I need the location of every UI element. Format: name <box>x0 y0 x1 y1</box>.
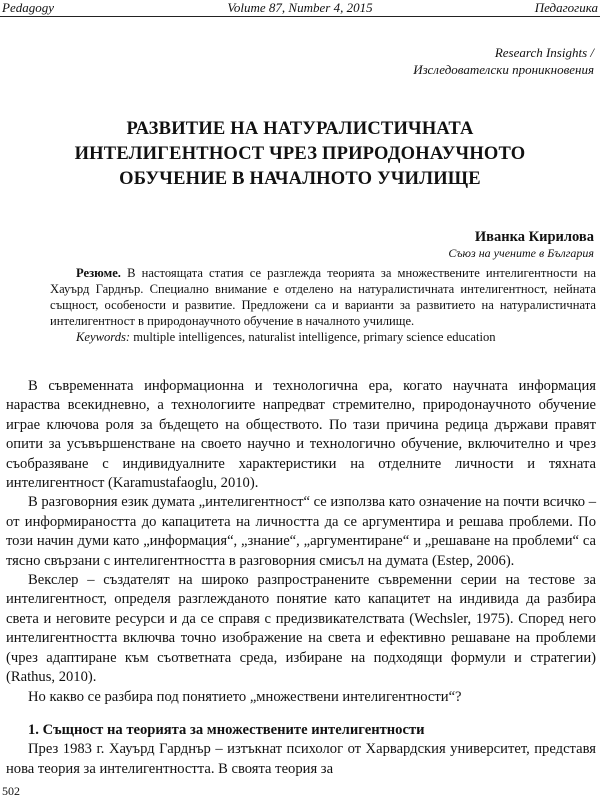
section-label-en: Research Insights / <box>494 45 594 60</box>
abstract <box>50 265 596 345</box>
body-paragraph-1: В съвременната информационна и технологична ера, когато научната информация нараства всекидневно, а технологиите напредват стремително, природонаучното обучение играе ключова роля за бъдещето на обществото. По тази причина редица държави правят опити за усъвършенстване на своето научно и технологично обучение, включително и чрез съобразяване с индивидуалните характеристики на отделните личности и тяхната интелигентност (Karamustafaoglu, 2010). <box>6 378 596 492</box>
body-paragraph-4: Но какво се разбира под понятието „множествени интелигентности“? <box>28 688 462 705</box>
volume-info: Volume 87, Number 4, 2015 <box>227 0 373 15</box>
section-label <box>174 44 594 78</box>
abstract-text: В настоящата статия се разглежда теорията за множествените интелигентности на Хауърд Гарднър. Специално внимание е отделено на натуралистичната интелигентност, нейната същност, особености и развитие. Предложени са и варианти за развитието на натуралистичната интелигентност в природонаучното обучение в началното училище. <box>50 266 596 328</box>
abstract-paragraph <box>50 265 596 329</box>
abstract-label: Резюме. <box>76 266 121 280</box>
section-label-bg: Изследователски проникновения <box>413 62 594 77</box>
running-header <box>0 0 600 17</box>
keywords-label: Keywords: <box>76 330 131 344</box>
author-name: Иванка Кирилова <box>474 229 594 245</box>
section-heading-1: 1. Същност на теорията за множествените интелигентности <box>28 721 425 738</box>
article-title: РАЗВИТИЕ НА НАТУРАЛИСТИЧНАТА ИНТЕЛИГЕНТНОСТ ЧРЕЗ ПРИРОДОНАУЧНОТО ОБУЧЕНИЕ В НАЧАЛНОТО УЧИЛИЩЕ <box>74 119 526 189</box>
journal-name-bg: Педагогика <box>534 0 598 15</box>
body-paragraph-2: В разговорния език думата „интелигентност“ се използва като означение на почти всичко – от информираността до капацитета на личността да се аргументира и решава проблеми. По този начин думи като „информация“, „знание“, „аргументиране“ и „решаване на проблеми“ са тясно свързани с интелигентността в разговорния смисъл на думата (Estep, 2006). <box>6 494 597 569</box>
keywords-text: multiple intelligences, naturalist intelligence, primary science education <box>133 330 496 344</box>
body-paragraph-5: През 1983 г. Хауърд Гарднър – изтъкнат психолог от Харвардския университет, представя нова теория за интелигентността. В своята теория за <box>6 741 596 777</box>
author-affiliation: Съюз на учените в България <box>448 246 594 260</box>
page-number: 502 <box>2 784 20 798</box>
keywords-line <box>50 329 596 345</box>
article-body <box>6 377 596 779</box>
author-block <box>234 229 594 260</box>
body-paragraph-3: Векслер – създателят на широко разпространените съвременни серии на тестове за интелигентност, определя разглежданото понятие като капацитет на индивида да разбира света и неговите ресурси и да се справя с предизвикателствата (Wechsler, 1975). Според него интелигентността включва точно изображение на света и ефективно решаване на проблеми (чрез адаптиране към съответната среда, избиране на подходящи формули и стратегии) (Rathus, 2010). <box>6 572 596 686</box>
journal-name-en: Pedagogy <box>2 0 54 15</box>
